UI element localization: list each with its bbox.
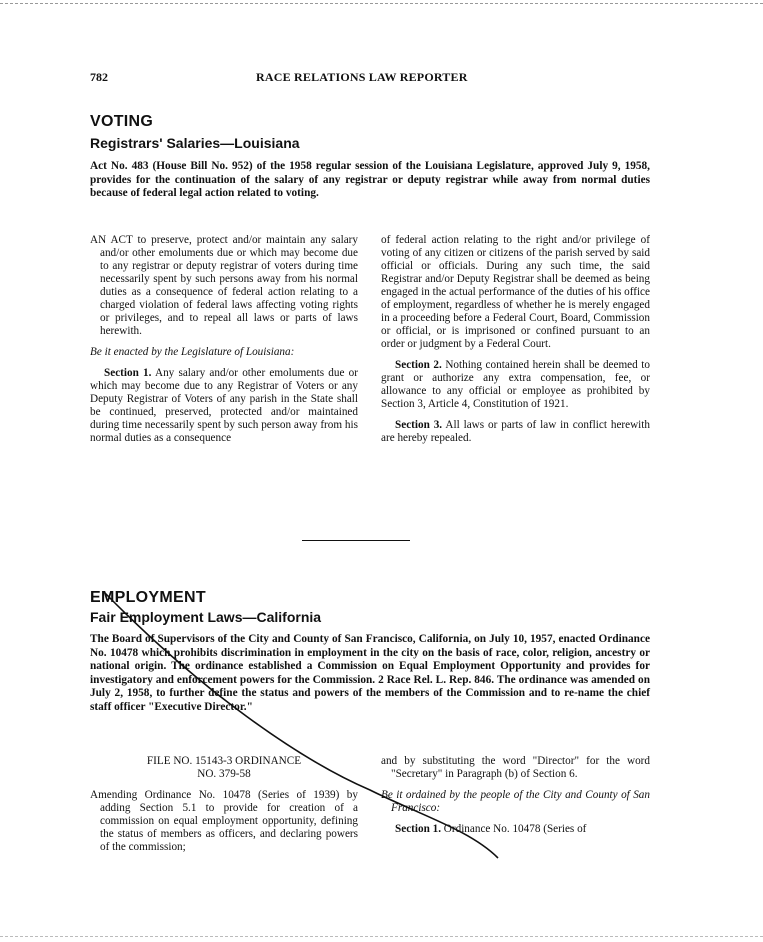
section-text: All laws or parts of law in conflict herewith are hereby repealed. (381, 419, 650, 444)
section-label: Section 2. (395, 359, 442, 371)
voting-section-2 (381, 359, 650, 411)
voting-section-subtitle: Registrars' Salaries—Louisiana (90, 135, 300, 151)
employment-section-title: EMPLOYMENT (90, 589, 206, 606)
file-number-line-2: NO. 379-58 (197, 768, 251, 780)
enacting-clause: Be it enacted by the Legislature of Louisiana: (90, 346, 295, 358)
section-text: Ordinance No. 10478 (Series of (443, 823, 587, 835)
section-label: Section 3. (395, 419, 443, 431)
section-text: Nothing contained herein shall be deemed to grant or authorize any extra compensation, fee, or allowance to any official or employee as prohibited by Section 3, Article 4, Constitution of 1921. (381, 359, 650, 410)
page-number: 782 (90, 70, 108, 84)
employment-headnote: The Board of Supervisors of the City and County of San Francisco, California, on July 10, 1957, enacted Ordinance No. 10478 which prohibits discrimination in employment in the city on the basis of race, color, religion, ancestry or national origin. The ordinance established a Commission on Equal Employment Opportunity and provides for investigatory and enforcement powers for the Commission. 2 Race Rel. L. Rep. 846. The ordinance was amended on July 2, 1958, to further define the status and powers of the members of the Commission and to re-name the chief staff officer "Executive Director." (90, 633, 650, 713)
employment-right-column (381, 755, 650, 836)
file-number-line-1: FILE NO. 15143-3 ORDINANCE (146, 755, 302, 767)
an-act-title: AN ACT to preserve, protect and/or maintain any salary and/or other emoluments due or which may become due to any registrar or deputy registrar of voters during time necessarily spent by such persons away from his normal duties as a consequence of federal action relating to a charged violation of federal laws affecting voting rights or privileges, and to repeal all laws or parts of laws herewith. (90, 234, 358, 337)
employment-section-subtitle: Fair Employment Laws—California (90, 609, 322, 625)
running-head: RACE RELATIONS LAW REPORTER (256, 70, 468, 84)
section-label: Section 1. (104, 367, 152, 379)
section-divider (302, 540, 410, 541)
employment-section-1 (381, 823, 650, 836)
voting-section-title: VOTING (90, 113, 154, 130)
bottom-dashed-border (0, 936, 763, 937)
amending-title: Amending Ordinance No. 10478 (Series of 1939) by adding Section 5.1 to provide for creation of a commission on equal employment opportunity, defining the status of members as officers, and declaring powers of the commission; (90, 789, 358, 853)
voting-right-column (381, 234, 650, 445)
continuation-text: of federal action relating to the right and/or privilege of voting of any citizen or citizens of the parish served by said official or officials. During any such time, the said Registrar and/or Deputy Registrar shall be deemed as being engaged in the actual performance of the duties of his office of employment, regardless of whether he is merely engaged in a proceeding before a Federal Court, Board, Commission or official, or is imprisoned or confined pursuant to an order or judgment by a Federal Court. (381, 234, 650, 350)
voting-section-1 (90, 367, 358, 445)
voting-headnote: Act No. 483 (House Bill No. 952) of the 1958 regular session of the Louisiana Legislature, approved July 9, 1958, provides for the continuation of the salary of any registrar or deputy registrar while away from normal duties because of federal legal action related to voting. (90, 160, 650, 199)
ordaining-clause: Be it ordained by the people of the City and County of San Francisco: (381, 789, 650, 814)
voting-section-3 (381, 419, 650, 445)
employment-left-column (90, 755, 358, 854)
top-dashed-border (0, 3, 763, 4)
voting-left-column (90, 234, 358, 445)
section-label: Section 1. (395, 823, 441, 835)
section-text: Any salary and/or other emoluments due or which may become due to any Registrar of Voters or any Deputy Registrar of Voters of any parish in the State shall be continued, preserved, protected and/or maintained during time necessarily spent by such person away from his normal duties as a consequence (90, 367, 358, 444)
substituting-text: and by substituting the word "Director" for the word "Secretary" in Paragraph (b) of Section 6. (381, 755, 650, 780)
